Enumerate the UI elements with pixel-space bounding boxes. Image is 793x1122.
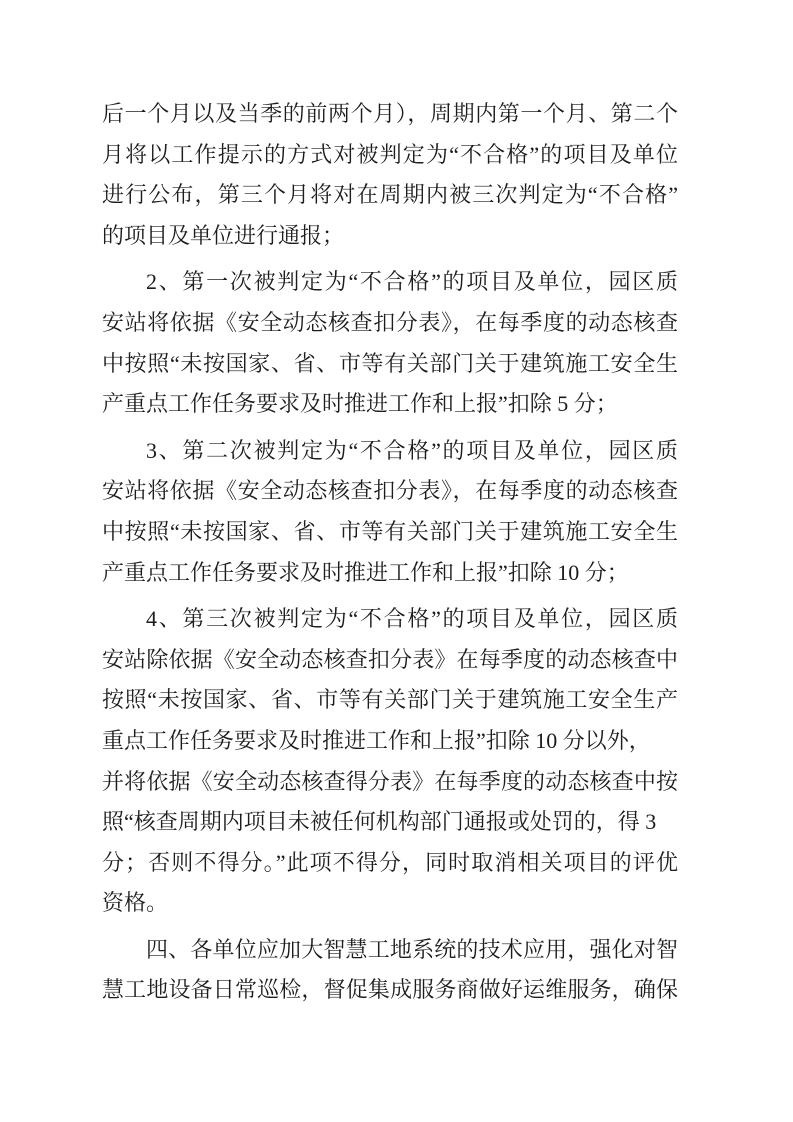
paragraph-continuation <box>102 94 678 256</box>
text-line: 安站除依据《安全动态核查扣分表》在每季度的动态核查中 <box>102 646 678 672</box>
text-line: 后一个月以及当季的前两个月），周期内第一个月、第二个 <box>102 101 678 126</box>
text-line: 安站将依据《安全动态核查扣分表》，在每季度的动态核查 <box>102 478 678 504</box>
paragraph-item-4 <box>102 599 678 924</box>
text-line: 照“核查周期内项目未被任何机构部门通报或处罚的，得 3 <box>102 809 657 835</box>
text-line: 产重点工作任务要求及时推进工作和上报”扣除 10 分； <box>102 559 629 585</box>
text-line: 4、第三次被判定为“不合格”的项目及单位，园区质 <box>146 606 678 632</box>
text-line: 四、各单位应加大智慧工地系统的技术应用，强化对智 <box>146 936 678 962</box>
text-line: 产重点工作任务要求及时推进工作和上报”扣除 5 分； <box>102 391 618 417</box>
text-line: 慧工地设备日常巡检，督促集成服务商做好运维服务，确保 <box>102 977 678 1003</box>
text-line: 按照“未按国家、省、市等有关部门关于建筑施工安全生产 <box>102 687 678 713</box>
text-line: 中按照“未按国家、省、市等有关部门关于建筑施工安全生 <box>102 350 678 376</box>
text-line: 月将以工作提示的方式对被判定为“不合格”的项目及单位 <box>102 141 678 167</box>
text-line: 并将依据《安全动态核查得分表》在每季度的动态核查中按 <box>102 768 678 794</box>
text-line: 重点工作任务要求及时推进工作和上报”扣除 10 分以外， <box>102 727 651 753</box>
text-line: 2、第一次被判定为“不合格”的项目及单位，园区质 <box>146 269 678 295</box>
text-line: 分；否则不得分。”此项不得分，同时取消相关项目的评优 <box>102 849 678 875</box>
paragraph-item-3 <box>102 431 678 593</box>
paragraph-section-si <box>102 930 678 1011</box>
text-line: 安站将依据《安全动态核查扣分表》，在每季度的动态核查 <box>102 309 678 335</box>
paragraph-item-2 <box>102 262 678 424</box>
text-line: 进行公布，第三个月将对在周期内被三次判定为“不合格” <box>102 182 678 208</box>
document-body <box>102 94 678 1017</box>
text-line: 资格。 <box>102 890 169 916</box>
text-line: 中按照“未按国家、省、市等有关部门关于建筑施工安全生 <box>102 518 678 544</box>
text-line: 3、第二次被判定为“不合格”的项目及单位，园区质 <box>146 437 678 463</box>
text-line: 的项目及单位进行通报； <box>102 222 345 248</box>
